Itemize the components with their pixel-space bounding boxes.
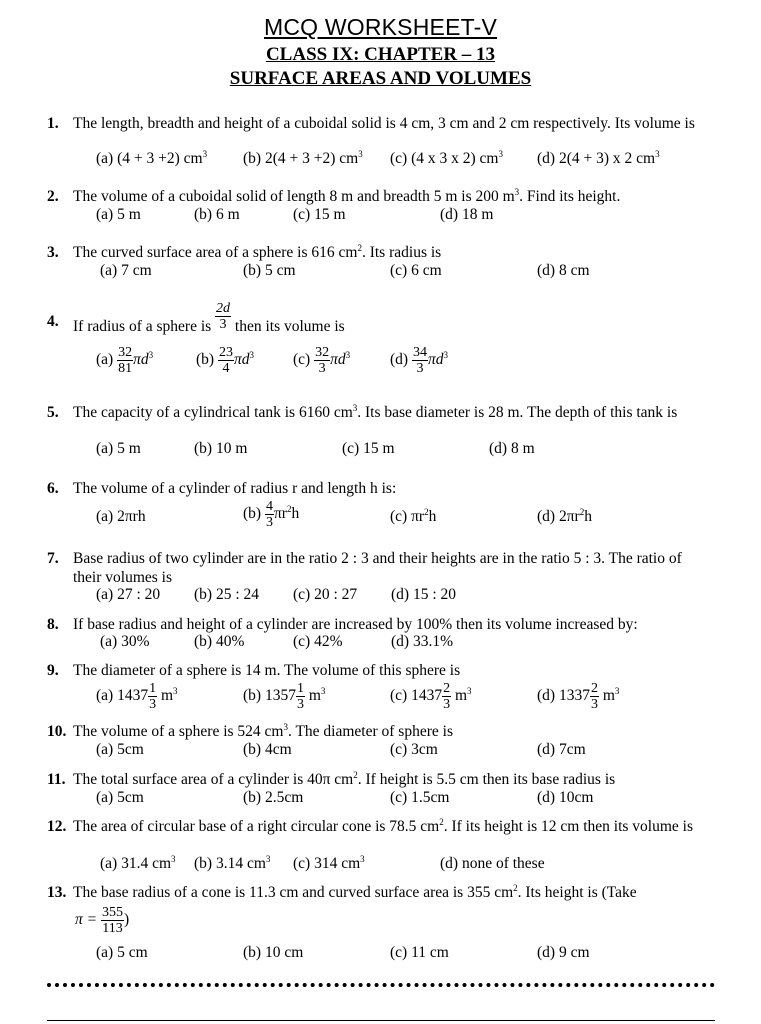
option-c: (c) 1437 $\frac{2}{3}$ $m^3$	[390, 681, 472, 712]
question-number: 2.	[47, 188, 59, 205]
option-b: (b) 1357 $\frac{1}{3}$ $m^3$	[243, 681, 326, 712]
option-d: (d) 8 m	[489, 440, 535, 457]
option-b: (b) 10 cm	[243, 944, 304, 961]
option-c: (c) $\pi r^2h$	[390, 507, 437, 525]
option-a: (a) 1437 $\frac{1}{3}$ $m^3$	[96, 681, 178, 712]
option-b: (b) 10 m	[194, 440, 248, 457]
option-b: (b) 25 : 24	[194, 586, 260, 603]
option-b: (b) $\frac{4}{3}$ $\pi r^2h$	[243, 499, 300, 530]
question-number: 1.	[47, 115, 59, 132]
option-a: (a) 30%	[100, 633, 150, 650]
question-11	[47, 770, 697, 790]
option-a: (a) 31.4 $cm^3$	[100, 854, 176, 872]
option-c: (c) 314 $cm^3$	[293, 854, 365, 872]
subject-heading: SURFACE AREAS AND VOLUMES	[229, 68, 532, 89]
question-number: 7.	[47, 550, 59, 567]
option-d: (d) none of these	[440, 855, 545, 872]
question-text: The curved surface area of a sphere is 616 $cm^2$. Its radius is	[73, 243, 442, 261]
question-text: The volume of a cylinder of radius r and length h is:	[73, 480, 397, 497]
question-text: The diameter of a sphere is 14 m. The volume of this sphere is	[73, 662, 461, 679]
option-d: (d) $2\pi r^2h$	[537, 507, 592, 525]
footer-rule	[47, 1020, 715, 1021]
class-chapter-heading: CLASS IX: CHAPTER – 13	[265, 44, 496, 65]
option-a: (a) 5 m	[96, 440, 141, 457]
question-5	[47, 403, 697, 443]
question-text: Base radius of two cylinder are in the ratio 2 : 3 and their heights are in the ratio 5 : 3. The ratio of their volumes is	[73, 550, 682, 586]
pi-value: π = $\frac{355}{113}$ )	[75, 905, 130, 936]
option-b: (b) 2(4 + 3 +2) $cm^3$	[243, 149, 363, 167]
option-d: (d) $\frac{34}{3}$ $\pi d^3$	[390, 345, 448, 376]
option-c: (c) 1.5cm	[390, 789, 450, 806]
question-text: The length, breadth and height of a cuboidal solid is 4 cm, 3 cm and 2 cm respectively. Its volume is	[73, 115, 695, 132]
question-number: 10.	[47, 723, 67, 740]
question-number: 11.	[47, 771, 66, 788]
option-a: (a) 7 cm	[100, 262, 152, 279]
option-c: (c) 6 cm	[390, 262, 442, 279]
option-b: (b) 6 m	[194, 206, 240, 223]
question-7	[47, 549, 697, 589]
question-text: The total surface area of a cylinder is 40π $cm^2$. If height is 5.5 cm then its base radius is	[73, 770, 616, 788]
question-text: If base radius and height of a cylinder are increased by 100% then its volume increased by:	[73, 616, 638, 633]
question-9	[47, 661, 697, 681]
question-10	[47, 722, 697, 742]
option-d: (d) 8 cm	[537, 262, 590, 279]
option-d: (d) 33.1%	[391, 633, 453, 650]
question-number: 5.	[47, 404, 59, 421]
question-text: The area of circular base of a right circular cone is 78.5 $cm^2$. If its height is 12 cm then its volume is	[73, 817, 694, 835]
question-4	[47, 301, 697, 341]
question-8	[47, 615, 697, 635]
option-b: (b) 3.14 $cm^3$	[194, 854, 271, 872]
question-text: The base radius of a cone is 11.3 cm and curved surface area is 355 $cm^2$. Its height is (Take	[73, 883, 637, 901]
option-c: (c) 42%	[293, 633, 343, 650]
option-b: (b) 5 cm	[243, 262, 296, 279]
question-text: The volume of a cuboidal solid of length 8 m and breadth 5 m is 200 $m^3$. Find its height.	[73, 187, 621, 205]
option-b: (b) 40%	[194, 633, 245, 650]
option-a: (a) 27 : 20	[96, 586, 161, 603]
question-number: 13.	[47, 884, 67, 901]
question-text: The capacity of a cylindrical tank is 6160 $cm^3$. Its base diameter is 28 m. The depth of this tank is	[73, 403, 678, 421]
option-a: (a) 5cm	[96, 789, 144, 806]
question-number: 3.	[47, 244, 59, 261]
question-3	[47, 243, 697, 263]
option-d: (d) 1337 $\frac{2}{3}$ $m^3$	[537, 681, 620, 712]
question-13	[47, 883, 697, 943]
dotted-divider	[47, 979, 715, 987]
option-a: (a) 5cm	[96, 741, 144, 758]
option-a: (a) $\frac{32}{81}$ $\pi d^3$	[96, 345, 154, 376]
question-number: 6.	[47, 480, 59, 497]
worksheet-title: MCQ WORKSHEET-V	[263, 14, 497, 40]
question-12	[47, 817, 697, 857]
question-number: 9.	[47, 662, 59, 679]
option-d: (d) 10cm	[537, 789, 594, 806]
option-d: (d) 7cm	[537, 741, 586, 758]
option-d: (d) 15 : 20	[391, 586, 457, 603]
option-c: (c) 20 : 27	[293, 586, 358, 603]
option-b: (b) 2.5cm	[243, 789, 304, 806]
option-c: (c) $\frac{32}{3}$ $\pi d^3$	[293, 345, 351, 376]
option-c: (c) (4 x 3 x 2) $cm^3$	[390, 149, 503, 167]
question-6	[47, 479, 697, 499]
option-b: (b) $\frac{23}{4}$ $\pi d^3$	[196, 345, 254, 376]
question-text: If radius of a sphere is $\frac{2d}{3}$ then its volume is	[73, 301, 345, 336]
question-2	[47, 187, 697, 207]
fraction: $\frac{2d}{3}$	[216, 301, 231, 332]
question-number: 12.	[47, 818, 67, 835]
option-c: (c) 15 m	[293, 206, 346, 223]
option-a: (a) 2πrh	[96, 508, 146, 525]
option-b: (b) 4cm	[243, 741, 292, 758]
option-c: (c) 3cm	[390, 741, 438, 758]
question-number: 8.	[47, 616, 59, 633]
option-a: (a) 5 cm	[96, 944, 148, 961]
option-c: (c) 15 m	[342, 440, 395, 457]
option-d: (d) 18 m	[440, 206, 494, 223]
question-text: The volume of a sphere is 524 $cm^3$. The diameter of sphere is	[73, 722, 453, 740]
option-d: (d) 2(4 + 3) x 2 $cm^3$	[537, 149, 660, 167]
option-c: (c) 11 cm	[390, 944, 449, 961]
option-a: (a) (4 + 3 +2) $cm^3$	[96, 149, 208, 167]
option-a: (a) 5 m	[96, 206, 141, 223]
question-number: 4.	[47, 313, 59, 330]
option-d: (d) 9 cm	[537, 944, 590, 961]
